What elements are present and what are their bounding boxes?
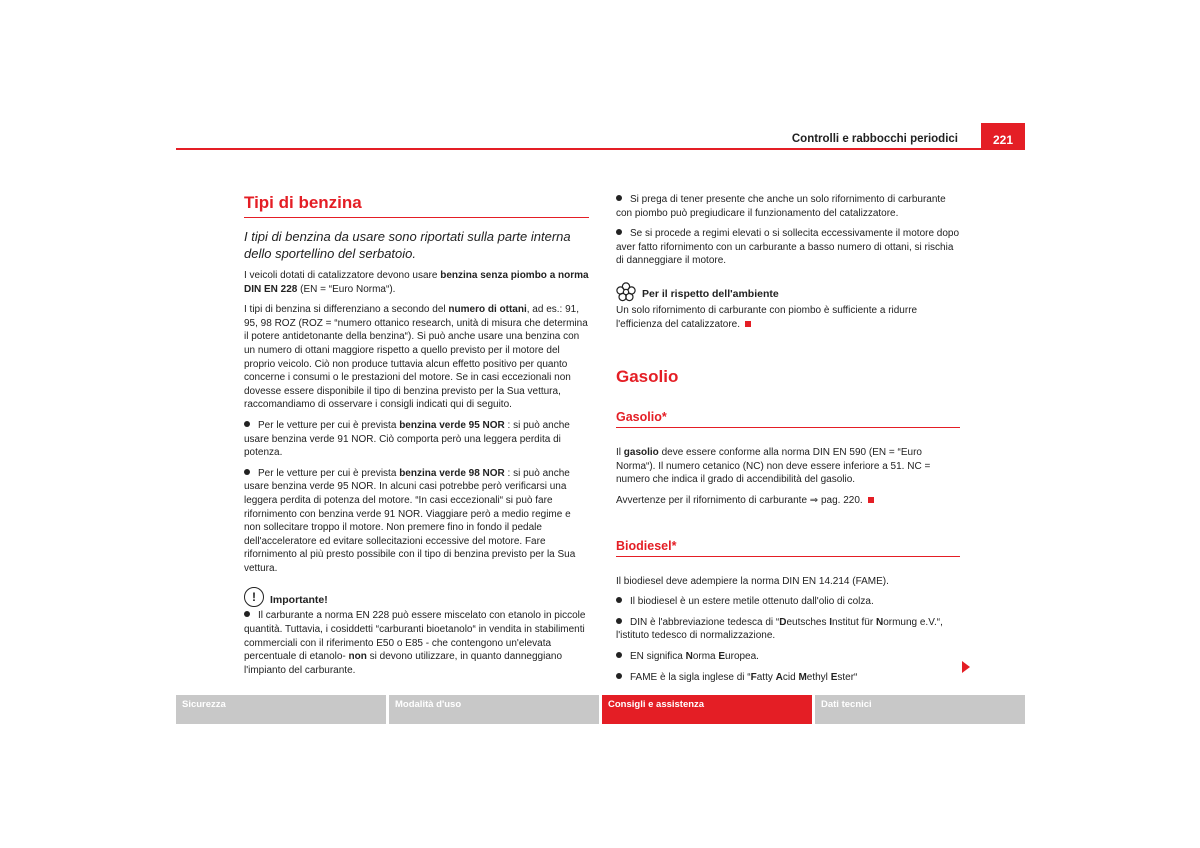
bullet-icon [244,469,250,475]
bullet-icon [616,652,622,658]
subheading-gasolio: Gasolio* [616,409,960,428]
text: eutsches [786,616,830,628]
bullet-item [244,419,589,460]
bold-text: A [775,671,783,683]
footer-nav [176,695,1025,724]
bullet-item [616,650,960,664]
text: I tipi di benzina si differenziano a secondo del [244,304,449,316]
bullet-icon [244,611,250,617]
text: Il carburante a norma EN 228 può essere miscelato con etanolo in piccole quantità. Tuttavia, i cosiddetti “carburanti bioetanolo“ in vendita in stabilimenti commerciali con il riferimento E50 o E85 - che contengono un'elevata percentuale di etanolo- [244,610,586,663]
text: Si prega di tener presente che anche un solo rifornimento di carburante con piombo può pregiudicare il funzionamento del catalizzatore. [616,194,946,219]
red-square-icon [745,321,751,327]
bold-text: N [875,616,884,628]
text: : si può anche usare benzina verde 91 NOR. Ciò comporta però una leggera perdita di potenza. [244,419,570,459]
bold-text: M [798,671,807,683]
text: Un solo rifornimento di carburante con piombo è sufficiente a ridurre l'efficienza del catalizzatore. [616,304,918,330]
chapter-title: Controlli e rabbocchi periodici [791,133,958,145]
bold-text: E [830,671,838,683]
flower-icon [616,282,636,302]
text: Avvertenze per il rifornimento di carburante ⇒ pag. 220. [616,494,863,506]
text: ster“ [837,671,858,683]
triangle-right-icon[interactable] [962,661,970,673]
text: cid [782,671,799,683]
bold-text: I [829,616,833,628]
text: (EN = “Euro Norma“). [297,283,396,295]
important-bullet [244,609,589,677]
bold-text: N [685,650,693,662]
bold-text: benzina verde 95 NOR [399,419,505,431]
bold-text: E [718,650,726,662]
text: Il [616,447,624,459]
bold-text: F [750,671,757,683]
bullet-icon [616,618,622,624]
bullet-item [616,595,960,609]
text: I veicoli dotati di catalizzatore devono usare [244,270,441,281]
subheading-biodiesel: Biodiesel* [616,538,960,557]
text: DIN è l'abbreviazione tedesca di “ [630,616,780,628]
text: ethyl [806,671,831,683]
bold-text: non [348,651,367,663]
header-rule [176,148,1025,150]
bold-text: benzina verde 98 NOR [399,467,505,479]
paragraph-avvertenze [616,494,960,508]
right-column [616,193,960,691]
text: EN significa [630,650,686,662]
environment-text [616,304,960,331]
footer-tab-sicurezza[interactable]: Sicurezza [176,695,386,724]
text: Se si procede a regimi elevati o si sollecita eccessivamente il motore dopo aver fatto rifornimento con un carburante a basso numero di ottani, si rischia di danneggiare il motore. [616,228,960,267]
bullet-item [244,467,589,576]
bullet-icon [244,421,250,427]
bullet-item [616,671,960,685]
paragraph-catalizzatore [244,269,589,296]
bullet-item [616,616,960,643]
exclamation-circle-icon: ! [244,587,264,607]
bullet-icon [616,597,622,603]
bullet-item [616,227,960,268]
text: Per le vetture per cui è prevista [258,467,400,479]
red-square-icon [868,497,874,503]
paragraph-numero-ottani [244,303,589,412]
text: atty [756,671,776,683]
paragraph-gasolio [616,446,960,487]
bullet-icon [616,229,622,235]
bold-text: benzina senza piombo a norma DIN EN 228 [244,270,589,295]
text: orma [692,650,719,662]
section-heading-gasolio: Gasolio [616,367,679,387]
text: FAME è la sigla inglese di “ [630,671,751,683]
bullet-icon [616,673,622,679]
environment-title: Per il rispetto dell'ambiente [642,288,779,301]
important-note-header [244,587,589,607]
environment-note-header [616,282,960,302]
left-column [244,193,589,684]
text: , ad es.: 91, 95, 98 ROZ (ROZ = “numero ottanico research, unità di misura che determina il potere antidetonante della benzina“). Si può anche usare una benzina con un numero di ottani maggiore rispetto a quello previsto per il motore del proprio veicolo. Ciò non produce tuttavia alcun effetto positivo per quanto concerne i consumi o le prestazioni del motore. Se in casi eccezionali non dovesse essere disponibile il tipo di benzina previsto per la Sua vettura, raccomandiamo di osservare i consigli indicati qui di seguito. [244,304,588,411]
text: uropea. [725,650,759,662]
text: Per le vetture per cui è prevista [258,419,400,431]
text: nstitut für [832,616,876,628]
paragraph-biodiesel: Il biodiesel deve adempiere la norma DIN EN 14.214 (FAME). [616,575,889,587]
footer-tab-dati-tecnici[interactable]: Dati tecnici [815,695,1025,724]
bullet-icon [616,195,622,201]
section-heading-tipi-di-benzina: Tipi di benzina [244,193,589,218]
bold-text: gasolio [623,447,659,459]
footer-tab-modalita-uso[interactable]: Modalità d'uso [389,695,599,724]
text: ormung e.V.“, l'istituto tedesco di normalizzazione. [616,616,943,642]
footer-tab-consigli-assistenza[interactable]: Consigli e assistenza [602,695,812,724]
bold-text: D [779,616,787,628]
text: deve essere conforme alla norma DIN EN 590 (EN = “Euro Norma“). Il numero cetanico (NC) non deve essere inferiore a 51. NC = numero che indica il grado di accendibilità del gasolio. [616,447,931,486]
page-number: 221 [981,123,1025,149]
text: si devono utilizzare, in quanto danneggiano l'impianto del carburante. [244,651,563,676]
text: Il biodiesel è un estere metile ottenuto dall'olio di colza. [630,596,874,608]
bold-text: numero di ottani [448,304,527,316]
important-title: Importante! [270,593,328,606]
text: : si può anche usare benzina verde 95 NOR. In alcuni casi potrebbe però verificarsi una leggera perdita di potenza del motore. “In casi eccezionali“ si può fare rifornimento con benzina verde 91 NOR. Viaggiare però a medio regime e non sollecitare troppo il motore. Non premere fino in fondo il pedale dell'acceleratore ed evitare sollecitazioni eccessive del motore. Fare rifornimento al più presto possibile con il tipo di benzina previsto per la Sua vettura. [244,467,576,574]
lead-text: I tipi di benzina da usare sono riportati sulla parte interna dello sportellino del serbatoio. [244,229,571,261]
bullet-item [616,193,960,220]
